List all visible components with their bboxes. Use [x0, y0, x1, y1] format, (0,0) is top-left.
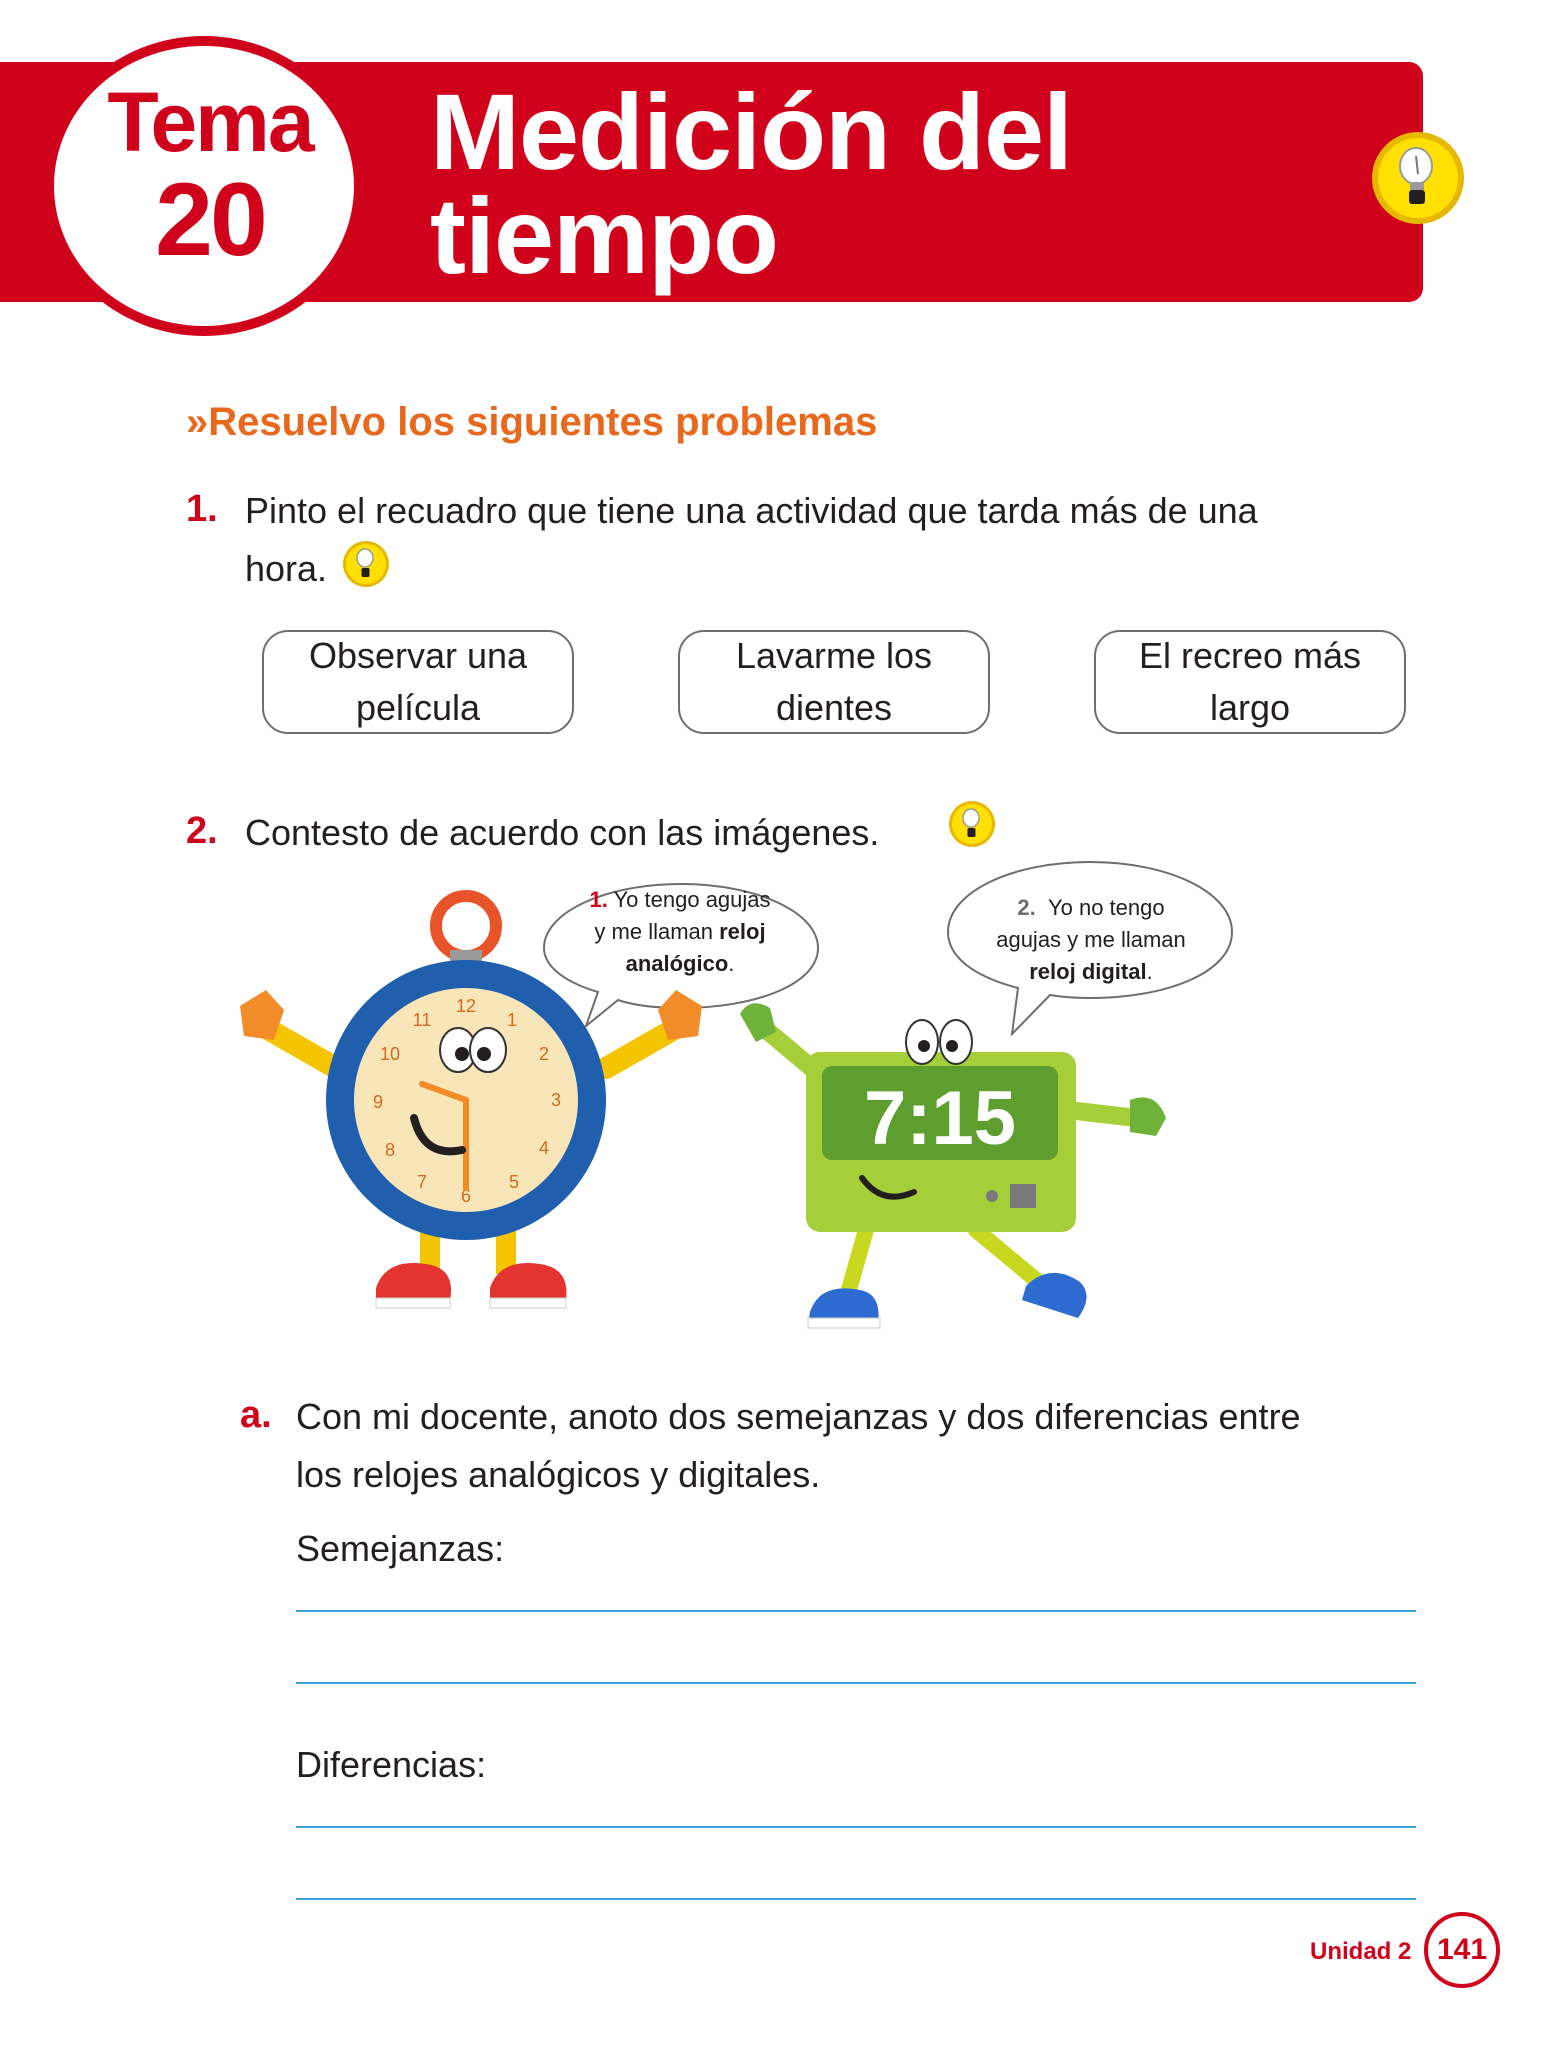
section-heading-text: Resuelvo los siguientes problemas: [208, 400, 878, 444]
question1-number: 1.: [186, 488, 218, 530]
answer-line-difference-1[interactable]: [296, 1826, 1416, 1828]
lightbulb-icon: [948, 800, 996, 848]
answer-line-difference-2[interactable]: [296, 1898, 1416, 1900]
dial-2: 2: [538, 1044, 550, 1064]
analog-bubble-bold1: reloj: [719, 919, 766, 944]
tema-label: Tema: [107, 75, 313, 169]
question1-text-line2: hora.: [245, 548, 328, 589]
dial-8: 8: [384, 1140, 396, 1160]
analog-bubble-plain2: y me llaman: [594, 919, 713, 944]
analog-bubble-end: .: [728, 951, 735, 976]
tema-number: 20: [155, 162, 265, 278]
question2-text: Contesto de acuerdo con las imágenes.: [245, 812, 880, 853]
subquestion-a-text-line1: Con mi docente, anoto dos semejanzas y dos diferencias entre: [296, 1396, 1301, 1437]
analog-bubble-plain1: Yo tengo agujas: [613, 887, 771, 912]
digital-display: 7:15: [863, 1076, 1017, 1161]
dial-9: 9: [372, 1092, 384, 1112]
differences-label: Diferencias:: [296, 1744, 487, 1785]
option-observar-pelicula[interactable]: Observar una película: [262, 630, 574, 734]
analog-bubble-bold2: analógico: [625, 951, 729, 976]
digital-bubble-bold: reloj digital: [1029, 959, 1147, 984]
digital-bubble-text: [966, 892, 1216, 988]
digital-bubble-plain1: Yo no tengo: [1047, 895, 1165, 920]
digital-bubble-number: 2.: [1017, 895, 1036, 920]
dial-10: 10: [379, 1044, 401, 1064]
digital-clock-character: [726, 1000, 1186, 1340]
subquestion-a-letter: a.: [240, 1394, 272, 1436]
unit-label: Unidad 2: [1310, 1938, 1412, 1965]
section-heading: [186, 400, 877, 445]
dial-12: 12: [455, 996, 477, 1016]
page-title-line2: tiempo: [430, 175, 779, 296]
lightbulb-icon: [1370, 130, 1466, 226]
analog-bubble-number: 1.: [589, 887, 608, 912]
question1-text-line1: Pinto el recuadro que tiene una actividad que tarda más de una: [245, 490, 1258, 531]
question2-number: 2.: [186, 810, 218, 852]
subquestion-a-text-line2: los relojes analógicos y digitales.: [296, 1454, 821, 1495]
analog-clock-character: [226, 888, 716, 1318]
dial-11: 11: [412, 1010, 432, 1030]
dial-5: 5: [508, 1172, 520, 1192]
dial-7: 7: [416, 1172, 428, 1192]
option-recreo-largo[interactable]: El recreo más largo: [1094, 630, 1406, 734]
dial-1: 1: [506, 1010, 518, 1030]
lightbulb-icon: [342, 540, 390, 588]
dial-6: 6: [460, 1186, 472, 1206]
dial-4: 4: [538, 1138, 550, 1158]
page-number: 141: [1424, 1912, 1500, 1988]
digital-bubble-end: .: [1146, 959, 1153, 984]
option-lavarme-dientes[interactable]: Lavarme los dientes: [678, 630, 990, 734]
dial-3: 3: [550, 1090, 562, 1110]
answer-line-similarity-2[interactable]: [296, 1682, 1416, 1684]
digital-bubble-plain2: agujas y me llaman: [996, 927, 1186, 952]
answer-line-similarity-1[interactable]: [296, 1610, 1416, 1612]
page-title-line1: Medición del: [430, 71, 1073, 192]
similarities-label: Semejanzas:: [296, 1528, 505, 1569]
section-marker: »: [186, 400, 209, 444]
